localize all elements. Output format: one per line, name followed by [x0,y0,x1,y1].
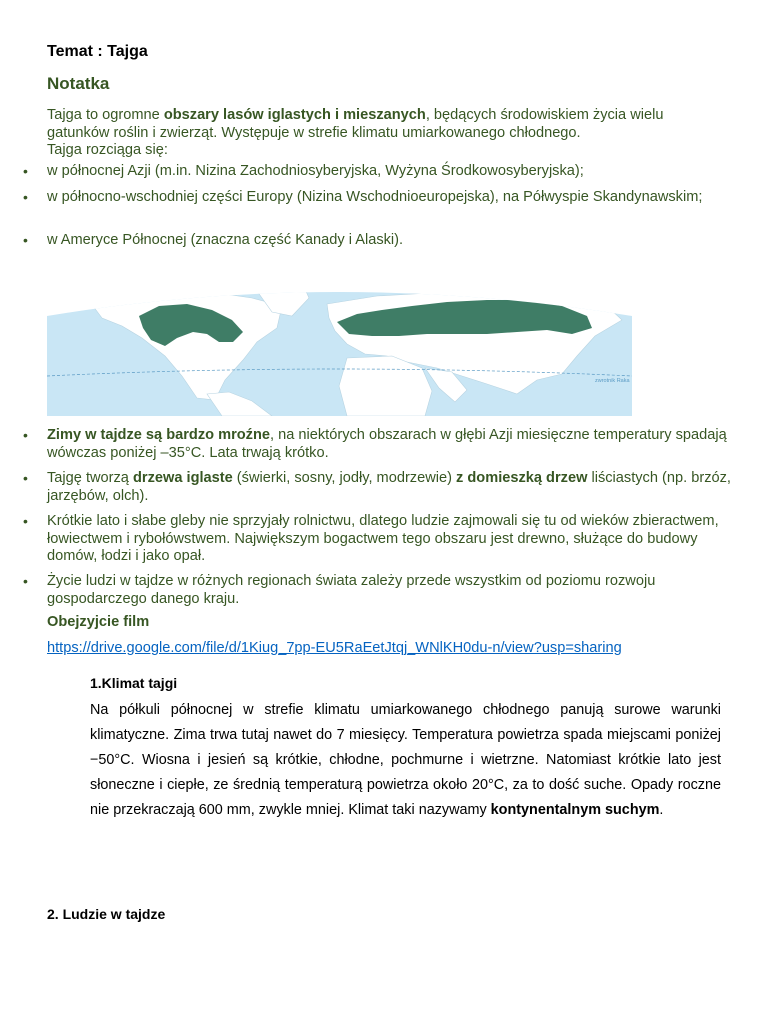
fact-text: Krótkie lato i słabe gleby nie sprzyjały rolnictwu, dlatego ludzie zajmowali się tu od wieków zbieractwem, łowiectwem i rybołówstwem. Największym bogactwem tego obszaru jest drewno, służące do budowy domów, łodzi i jako opał. [47,513,719,564]
fact-text: Tajgę tworzą [47,470,133,486]
climate-text: Na półkuli północnej w strefie klimatu umiarkowanego chłodnego panują surowe warunki klimatyczne. Zima trwa tutaj nawet do 7 miesięcy. Temperatura powietrza spada miejscami poniżej −50°C. Wiosna i jesień są krótkie, chłodne, pochmurne i wietrzne. Natomiast krótkie lato jest słoneczne i ciepłe, ze średnią temperaturą powietrza około 20°C, za to dość suche. Opady roczne nie przekraczają 600 mm, zwykle mniej. Klimat taki nazywamy [90,702,721,818]
bullet-icon: • [23,427,28,443]
list-item [23,232,737,250]
list-item [23,573,737,608]
fact-text: liściastych (np. brzóz, jarzębów, olch). [47,470,731,504]
bullet-icon: • [23,189,28,205]
list-item [23,427,737,462]
bullet-icon: • [23,163,28,179]
climate-paragraph [90,698,721,823]
location-text: w północno-wschodniej części Europy (Nizina Wschodnioeuropejska), na Półwyspie Skandynawskim; [47,189,703,205]
climate-heading: 1.Klimat tajgi [90,675,178,691]
film-heading: Obejzyjcie film [47,614,150,630]
people-heading: 2. Ludzie w tajdze [47,906,166,922]
list-item [23,513,737,566]
map-tropic-label: zwrotnik Raka [595,378,630,384]
page-subtitle: Notatka [47,74,110,93]
intro-text-stretch: Tajga rozciąga się: [47,142,168,158]
bullet-icon: • [23,513,28,529]
intro-text-c: , będących środowiskiem życia wielu gatunków roślin i zwierząt. Występuje w strefie klimatu umiarkowanego chłodnego. [47,107,664,141]
bullet-icon: • [23,232,28,248]
fact-bold: Zimy w tajdze są bardzo mroźne [47,427,271,443]
list-item [23,189,737,207]
list-item [23,470,737,505]
taiga-world-map [47,276,632,416]
climate-bold: kontynentalnym suchym [490,802,660,818]
page-title: Temat : Tajga [47,43,148,60]
bullet-icon: • [23,470,28,486]
fact-text: Życie ludzi w tajdze w różnych regionach świata zależy przede wszystkim od poziomu rozwoju gospodarczego danego kraju. [47,573,656,607]
intro-text-a: Tajga to ogromne [47,107,164,123]
fact-text: (świerki, sosny, jodły, modrzewie) [232,470,457,486]
intro-text-bold: obszary lasów iglastych i mieszanych [163,107,426,123]
film-link[interactable]: https://drive.google.com/file/d/1Kiug_7pp-EU5RaEetJtqj_WNlKH0du-n/view?usp=sharing [47,640,622,656]
climate-text-end: . [659,802,664,818]
fact-bold: drzewa iglaste [132,470,233,486]
list-item [23,163,737,181]
location-text: w północnej Azji (m.in. Nizina Zachodniosyberyjska, Wyżyna Środkowosyberyjska); [47,163,584,179]
fact-bold: z domieszką drzew [456,470,588,486]
bullet-icon: • [23,573,28,589]
intro-paragraph [47,107,727,160]
location-text: w Ameryce Północnej (znaczna część Kanady i Alaski). [47,232,404,248]
fact-text: , na niektórych obszarach w głębi Azji miesięczne temperatury spadają wówczas poniżej –35°C. Lata trwają krótko. [47,427,727,461]
